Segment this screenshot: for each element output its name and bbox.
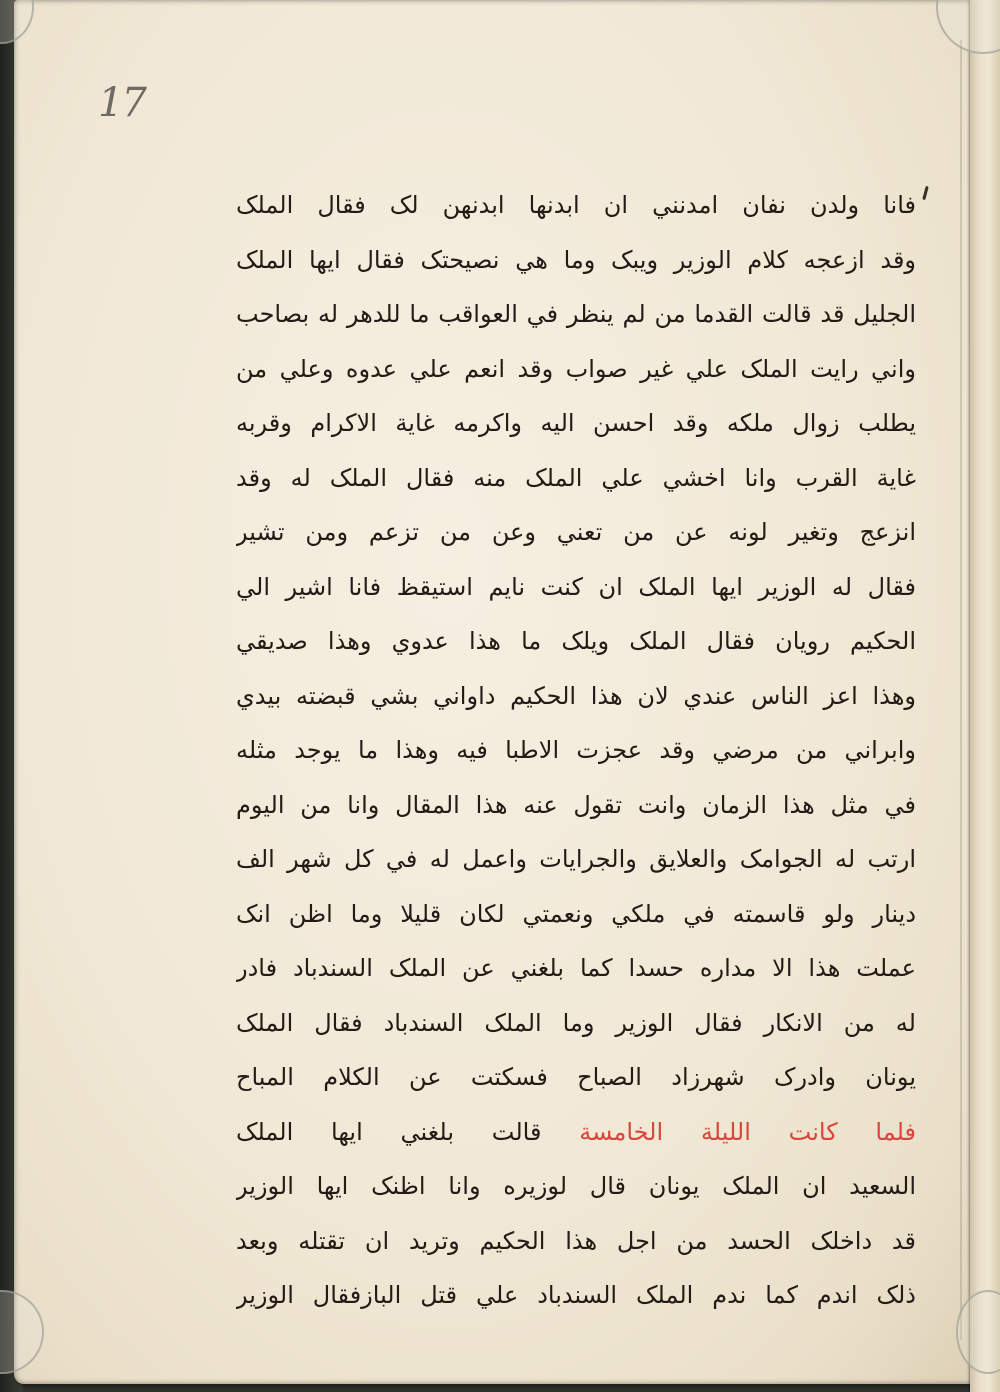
manuscript-line: انزعج وتغير لونه عن من تعني وعن من تزعم ومن تشير bbox=[236, 518, 916, 546]
manuscript-text-block bbox=[236, 178, 916, 1323]
line-text: قالت بلغني ايها الملک bbox=[236, 1117, 580, 1146]
manuscript-line: له من الانکار فقال الوزير وما الملک السندباد فقال الملک bbox=[236, 1008, 916, 1037]
rubric-heading: فلما کانت الليلة الخامسة bbox=[579, 1117, 916, 1146]
folio-number: 17 bbox=[98, 80, 145, 126]
manuscript-line: في مثل هذا الزمان وانت تقول عنه هذا المقال وانا من اليوم bbox=[236, 790, 916, 819]
manuscript-line: يطلب زوال ملکه وقد احسن اليه واکرمه غاية الاکرام وقربه bbox=[236, 409, 916, 437]
manuscript-line: وابراني من مرضي وقد عجزت الاطبا فيه وهذا ما يوجد مثله bbox=[236, 736, 916, 764]
manuscript-line: ذلک اندم کما ندم الملک السندباد علي قتل البازفقال الوزير bbox=[236, 1281, 916, 1309]
manuscript-line: الجليل قد قالت القدما من لم ينظر في العواقب ما للدهر له بصاحب bbox=[236, 300, 916, 328]
manuscript-line: ارتب له الجوامک والعلايق والجرايات واعمل له في کل شهر الف bbox=[236, 845, 916, 873]
manuscript-line: فقال له الوزير ايها الملک ان کنت نايم استيقظ فانا اشير الي bbox=[236, 572, 916, 601]
manuscript-line bbox=[236, 1105, 916, 1160]
page-fold-line bbox=[960, 40, 962, 1340]
manuscript-line: يونان وادرک شهرزاد الصباح فسکتت عن الکلام المباح bbox=[236, 1063, 916, 1091]
manuscript-line: غاية القرب وانا اخشي علي الملک منه فقال الملک له وقد bbox=[236, 463, 916, 492]
manuscript-line: السعيد ان الملک يونان قال لوزيره وانا اظنک ايها الوزير bbox=[236, 1172, 916, 1200]
manuscript-line: الحکيم رويان فقال الملک ويلک ما هذا عدوي وهذا صديقي bbox=[236, 627, 916, 655]
manuscript-line: واني رايت الملک علي غير صواب وقد انعم علي عدوه وعلي من bbox=[236, 354, 916, 383]
manuscript-line: وقد ازعجه کلام الوزير ويبک وما هي نصيحتک فقال ايها الملک bbox=[236, 245, 916, 274]
manuscript-line: وهذا اعز الناس عندي لان هذا الحکيم داواني بشي قبضته بيدي bbox=[236, 681, 916, 710]
manuscript-line: فانا ولدن نفان امدنني ان ابدنها ابدنهن لک فقال الملک bbox=[236, 191, 916, 219]
manuscript-line: دينار ولو قاسمته في ملکي ونعمتي لکان قليلا وما اظن انک bbox=[236, 899, 916, 928]
manuscript-line: عملت هذا الا مداره حسدا کما بلغني عن الملک السندباد فادر bbox=[236, 954, 916, 982]
next-leaf-edge bbox=[970, 0, 1000, 1392]
manuscript-line: قد داخلک الحسد من اجل هذا الحکيم وتريد ان تقتله وبعد bbox=[236, 1226, 916, 1255]
